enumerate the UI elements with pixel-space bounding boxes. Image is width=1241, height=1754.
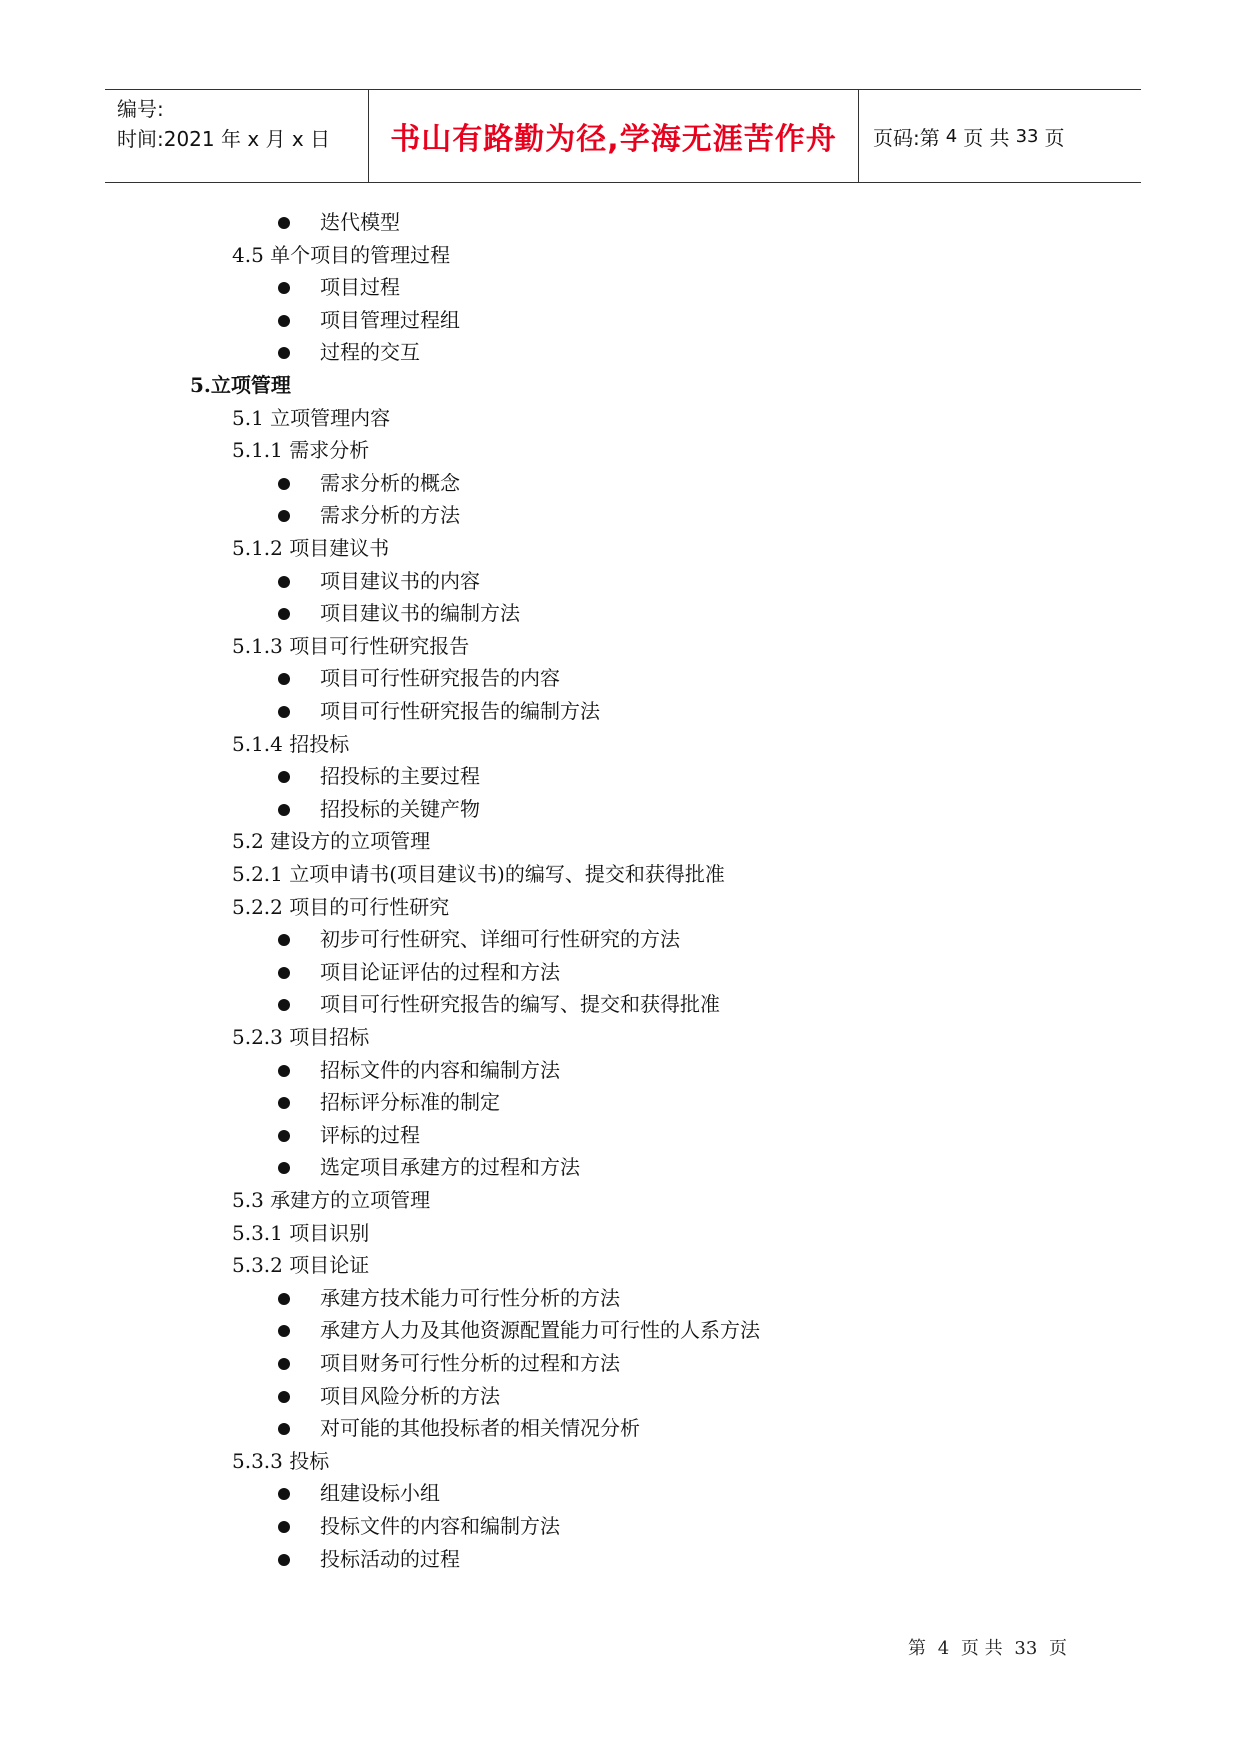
subsection-heading: 5.1.3 项目可行性研究报告 bbox=[232, 634, 470, 658]
subsection-heading: 5.3.1 项目识别 bbox=[232, 1221, 370, 1245]
list-item: 招投标的主要过程 bbox=[320, 764, 480, 788]
footer-suffix: 页 bbox=[1049, 1638, 1068, 1659]
list-item: 投标文件的内容和编制方法 bbox=[320, 1514, 560, 1538]
bullet-icon bbox=[278, 804, 290, 816]
subsection-heading: 5.3.2 项目论证 bbox=[232, 1253, 370, 1277]
subsection-heading: 5.1 立项管理内容 bbox=[232, 406, 391, 430]
footer-prefix: 第 bbox=[908, 1638, 926, 1659]
footer-current: 4 bbox=[937, 1638, 950, 1659]
list-item: 组建设标小组 bbox=[320, 1481, 440, 1505]
list-item: 选定项目承建方的过程和方法 bbox=[320, 1155, 580, 1179]
subsection-heading: 5.2.3 项目招标 bbox=[232, 1025, 370, 1049]
header-motto-cell bbox=[369, 90, 859, 182]
bullet-icon bbox=[278, 1162, 290, 1174]
list-item: 项目可行性研究报告的内容 bbox=[320, 666, 560, 690]
bullet-icon bbox=[278, 1391, 290, 1403]
list-item: 项目风险分析的方法 bbox=[320, 1384, 500, 1408]
list-item: 过程的交互 bbox=[320, 340, 420, 364]
bullet-icon bbox=[278, 1097, 290, 1109]
bullet-icon bbox=[278, 315, 290, 327]
list-item: 项目可行性研究报告的编制方法 bbox=[320, 699, 600, 723]
list-item: 投标活动的过程 bbox=[320, 1547, 460, 1571]
list-item: 迭代模型 bbox=[320, 210, 400, 234]
subsection-heading: 5.1.4 招投标 bbox=[232, 732, 350, 756]
bullet-icon bbox=[278, 1488, 290, 1500]
list-item: 初步可行性研究、详细可行性研究的方法 bbox=[320, 927, 680, 951]
bullet-icon bbox=[278, 706, 290, 718]
subsection-heading: 5.1.2 项目建议书 bbox=[232, 536, 390, 560]
bullet-icon bbox=[278, 673, 290, 685]
header-meta bbox=[105, 90, 369, 182]
section-heading: 5.立项管理 bbox=[190, 373, 291, 397]
list-item: 承建方人力及其他资源配置能力可行性的人系方法 bbox=[320, 1318, 760, 1342]
bullet-icon bbox=[278, 934, 290, 946]
list-item: 对可能的其他投标者的相关情况分析 bbox=[320, 1416, 640, 1440]
subsection-heading: 5.3.3 投标 bbox=[232, 1449, 330, 1473]
subsection-heading: 5.2.1 立项申请书(项目建议书)的编写、提交和获得批准 bbox=[232, 862, 725, 886]
bullet-icon bbox=[278, 1423, 290, 1435]
bullet-icon bbox=[278, 478, 290, 490]
list-item: 项目论证评估的过程和方法 bbox=[320, 960, 560, 984]
page-total: 33 bbox=[1015, 125, 1039, 147]
time-label: 时间:2021 年 x 月 x 日 bbox=[117, 127, 331, 151]
list-item: 项目建议书的编制方法 bbox=[320, 601, 520, 625]
bullet-icon bbox=[278, 608, 290, 620]
bullet-icon bbox=[278, 576, 290, 588]
list-item: 需求分析的方法 bbox=[320, 503, 460, 527]
list-item: 项目过程 bbox=[320, 275, 400, 299]
bullet-icon bbox=[278, 217, 290, 229]
footer-total: 33 bbox=[1014, 1638, 1038, 1659]
subsection-heading: 5.3 承建方的立项管理 bbox=[232, 1188, 431, 1212]
bullet-icon bbox=[278, 1554, 290, 1566]
page-footer bbox=[905, 1634, 1070, 1660]
list-item: 项目建议书的内容 bbox=[320, 569, 480, 593]
page-label-prefix: 页码:第 bbox=[873, 125, 940, 150]
page-current: 4 bbox=[945, 125, 958, 147]
bullet-icon bbox=[278, 967, 290, 979]
page-header bbox=[105, 89, 1141, 183]
bullet-icon bbox=[278, 1293, 290, 1305]
header-page-info bbox=[859, 90, 1141, 182]
bullet-icon bbox=[278, 1521, 290, 1533]
subsection-heading: 4.5 单个项目的管理过程 bbox=[232, 243, 451, 267]
list-item: 评标的过程 bbox=[320, 1123, 420, 1147]
bullet-icon bbox=[278, 1325, 290, 1337]
bullet-icon bbox=[278, 1065, 290, 1077]
subsection-heading: 5.1.1 需求分析 bbox=[232, 438, 370, 462]
bullet-icon bbox=[278, 1130, 290, 1142]
list-item: 项目管理过程组 bbox=[320, 308, 460, 332]
list-item: 招标文件的内容和编制方法 bbox=[320, 1058, 560, 1082]
footer-mid: 页 共 bbox=[960, 1638, 1003, 1659]
bullet-icon bbox=[278, 282, 290, 294]
bullet-icon bbox=[278, 347, 290, 359]
serial-label: 编号: bbox=[117, 97, 164, 121]
list-item: 承建方技术能力可行性分析的方法 bbox=[320, 1286, 620, 1310]
list-item: 项目财务可行性分析的过程和方法 bbox=[320, 1351, 620, 1375]
bullet-icon bbox=[278, 510, 290, 522]
list-item: 招投标的关键产物 bbox=[320, 797, 480, 821]
subsection-heading: 5.2.2 项目的可行性研究 bbox=[232, 895, 450, 919]
page-label-mid: 页 共 bbox=[963, 125, 1010, 150]
list-item: 项目可行性研究报告的编写、提交和获得批准 bbox=[320, 992, 720, 1016]
list-item: 需求分析的概念 bbox=[320, 471, 460, 495]
subsection-heading: 5.2 建设方的立项管理 bbox=[232, 829, 431, 853]
page-label-suffix: 页 bbox=[1044, 125, 1065, 150]
list-item: 招标评分标准的制定 bbox=[320, 1090, 500, 1114]
bullet-icon bbox=[278, 1358, 290, 1370]
header-motto: 书山有路勤为径,学海无涯苦作舟 bbox=[390, 122, 837, 157]
bullet-icon bbox=[278, 771, 290, 783]
bullet-icon bbox=[278, 999, 290, 1011]
